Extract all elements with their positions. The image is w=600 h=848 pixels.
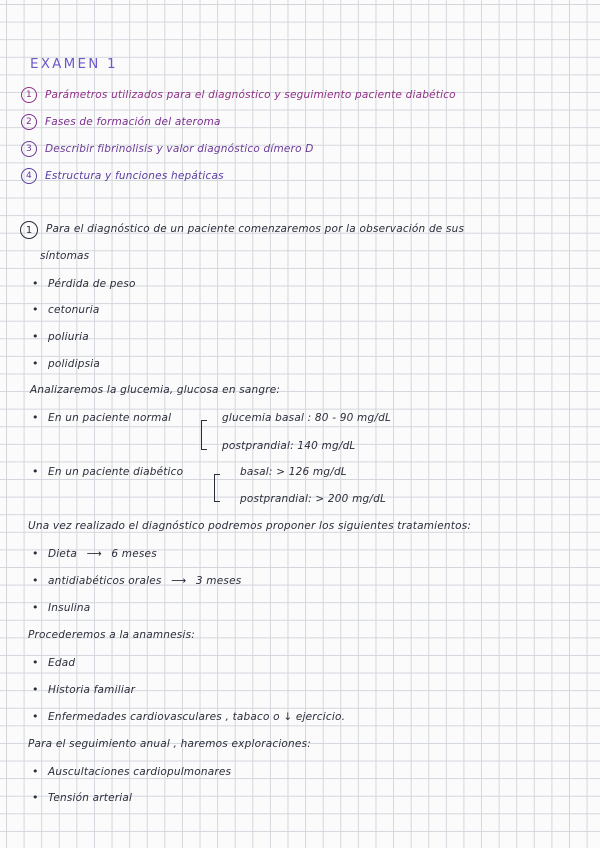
- treatment-item: [48, 548, 157, 560]
- anamnesis-item: Enfermedades cardiovasculares , tabaco o ↓ ejercicio.: [48, 711, 346, 723]
- arrow-right-icon: ⟶: [171, 575, 187, 587]
- treatment-name: antidiabéticos orales: [48, 575, 162, 587]
- question-3-text: Describir fibrinolisis y valor diagnóstico dímero D: [45, 143, 314, 155]
- bullet-dot: •: [32, 303, 39, 316]
- answer-1-number: 1: [20, 221, 38, 239]
- treatment-name: Dieta: [48, 548, 78, 560]
- treatment-name: Insulina: [48, 602, 91, 614]
- analysis-intro: Analizaremos la glucemia, glucosa en sangre:: [30, 384, 281, 396]
- followup-item: Auscultaciones cardiopulmonares: [48, 766, 232, 778]
- question-3: [21, 141, 314, 157]
- bullet-dot: •: [32, 357, 39, 370]
- symptom-item: cetonuria: [48, 304, 100, 316]
- question-1: [21, 87, 456, 103]
- answer-intro-line-2: síntomas: [40, 250, 90, 262]
- bullet-dot: •: [32, 574, 39, 587]
- bullet-dot: •: [32, 656, 39, 669]
- treatment-item: [48, 602, 90, 614]
- normal-brace: [201, 420, 207, 450]
- bullet-dot: •: [32, 765, 39, 778]
- bullet-dot: •: [32, 411, 39, 424]
- bullet-dot: •: [32, 601, 39, 614]
- bullet-dot: •: [32, 277, 39, 290]
- diabetic-patient-label: En un paciente diabético: [48, 466, 184, 478]
- bullet-dot: •: [32, 330, 39, 343]
- followup-item: Tensión arterial: [48, 792, 133, 804]
- treatment-intro: Una vez realizado el diagnóstico podremos proponer los siguientes tratamientos:: [28, 520, 472, 532]
- arrow-right-icon: ⟶: [86, 548, 102, 560]
- exam-title: EXAMEN 1: [30, 56, 118, 72]
- answer-intro-line-1: Para el diagnóstico de un paciente comenzaremos por la observación de sus: [46, 223, 465, 235]
- followup-intro: Para el seguimiento anual , haremos exploraciones:: [28, 738, 311, 750]
- bullet-dot: •: [32, 547, 39, 560]
- symptom-item: polidipsia: [48, 358, 100, 370]
- treatment-item: [48, 575, 241, 587]
- symptom-item: poliuria: [48, 331, 89, 343]
- question-4: [21, 168, 224, 184]
- symptom-item: Pérdida de peso: [48, 278, 136, 290]
- question-2: [21, 114, 221, 130]
- bullet-dot: •: [32, 710, 39, 723]
- treatment-time: 6 meses: [111, 548, 157, 560]
- diabetic-value: postprandial: > 200 mg/dL: [240, 493, 387, 505]
- question-4-text: Estructura y funciones hepáticas: [45, 170, 224, 182]
- bullet-dot: •: [32, 683, 39, 696]
- question-2-text: Fases de formación del ateroma: [45, 116, 221, 128]
- question-1-text: Parámetros utilizados para el diagnóstico y seguimiento paciente diabético: [45, 89, 456, 101]
- normal-value: glucemia basal : 80 - 90 mg/dL: [222, 412, 391, 424]
- diabetic-value: basal: > 126 mg/dL: [240, 466, 347, 478]
- bullet-dot: •: [32, 465, 39, 478]
- question-3-number: 3: [21, 141, 37, 157]
- anamnesis-item: Historia familiar: [48, 684, 136, 696]
- question-4-number: 4: [21, 168, 37, 184]
- diabetic-brace: [214, 474, 220, 502]
- question-2-number: 2: [21, 114, 37, 130]
- normal-value: postprandial: 140 mg/dL: [222, 440, 356, 452]
- anamnesis-item: Edad: [48, 657, 76, 669]
- treatment-time: 3 meses: [195, 575, 242, 587]
- question-1-number: 1: [21, 87, 37, 103]
- bullet-dot: •: [32, 791, 39, 804]
- anamnesis-intro: Procederemos a la anamnesis:: [28, 629, 195, 641]
- normal-patient-label: En un paciente normal: [48, 412, 172, 424]
